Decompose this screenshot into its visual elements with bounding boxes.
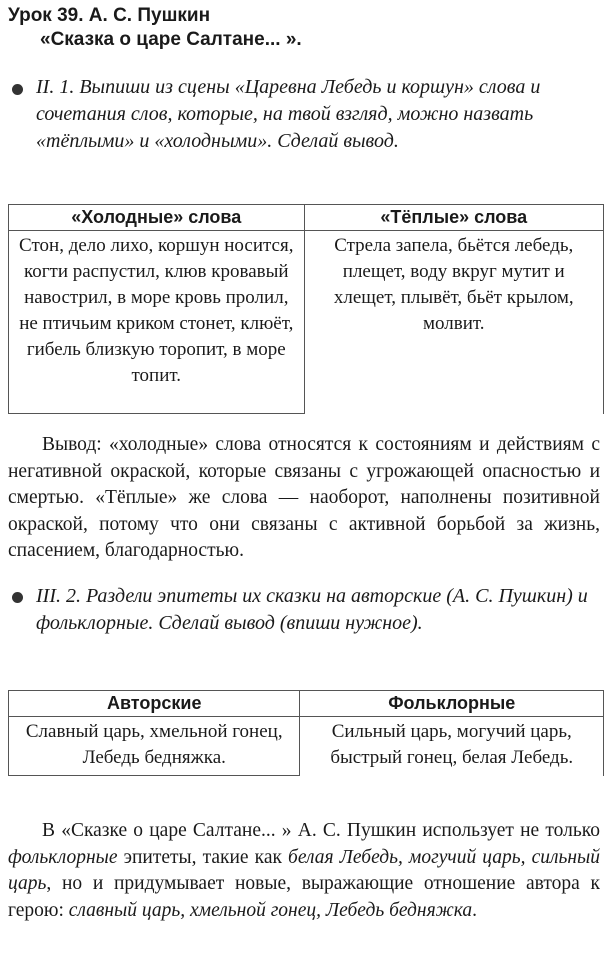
conclusion2-italic3: славный царь, хмельной гонец, Лебедь бедняжка xyxy=(68,899,473,921)
lesson-title xyxy=(8,4,302,52)
conclusion2-italic2: белая Лебедь, могучий царь, сильный царь xyxy=(8,846,600,894)
table2-cell-folk: Сильный царь, могучий царь, быстрый гонец, белая Лебедь. xyxy=(300,717,604,776)
conclusion2-italic1: фольклорные xyxy=(8,846,118,868)
table-epithets xyxy=(8,690,604,776)
conclusion1-text: Вывод: «холодные» слова относятся к состояниям и действиям с негативной окраской, которые связаны с угрожающей опасностью и смертью. «Тёплые» же слова — наоборот, наполнены позитивной окраской, потому что они связаны с активной борьбой за жизнь, спасением, благодарностью. xyxy=(8,434,600,561)
table2-cell-author: Славный царь, хмельной гонец, Лебедь бедняжка. xyxy=(9,717,300,776)
table1-cell-warm: Стрела запела, бьётся лебедь, плещет, воду вкруг мутит и хлещет, плывёт, бьёт крылом, молвит. xyxy=(304,231,603,414)
table2-header-author: Авторские xyxy=(9,691,300,717)
conclusion2-part3: , но и придумывает новые, выражающие отношение автора к герою: xyxy=(8,873,600,921)
lesson-title-line1: Урок 39. А. С. Пушкин xyxy=(8,5,211,26)
conclusion2-part1: В «Сказке о царе Салтане... » А. С. Пушкин использует не только xyxy=(42,820,600,841)
table1-header-warm: «Тёплые» слова xyxy=(304,205,603,231)
conclusion1 xyxy=(8,432,600,565)
table2-header-folk: Фольклорные xyxy=(300,691,604,717)
conclusion2 xyxy=(8,818,600,924)
conclusion2-part2: эпитеты, такие как xyxy=(117,846,289,868)
task2-text: III. 2. Раздели эпитеты их сказки на авторские (А. С. Пушкин) и фольклорные. Сделай вывод (впиши нужное). xyxy=(36,585,588,634)
table1-header-cold: «Холодные» слова xyxy=(9,205,305,231)
task2-bullet-icon xyxy=(12,592,23,603)
lesson-title-line2: «Сказка о царе Салтане... ». xyxy=(40,29,302,50)
conclusion2-part4: . xyxy=(472,899,478,921)
task1-bullet-icon xyxy=(12,84,23,95)
table-cold-warm-words xyxy=(8,204,604,414)
table1-cell-cold: Стон, дело лихо, коршун носится, когти распустил, клюв кровавый навострил, в море кровь пролил, не птичьим криком стонет, клюёт, гибель близкую торопит, в море топит. xyxy=(9,231,305,414)
task1-text: II. 1. Выпиши из сцены «Царевна Лебедь и коршун» слова и сочетания слов, которые, на твой взгляд, можно назвать «тёплыми» и «холодными». Сделай вывод. xyxy=(36,76,541,152)
